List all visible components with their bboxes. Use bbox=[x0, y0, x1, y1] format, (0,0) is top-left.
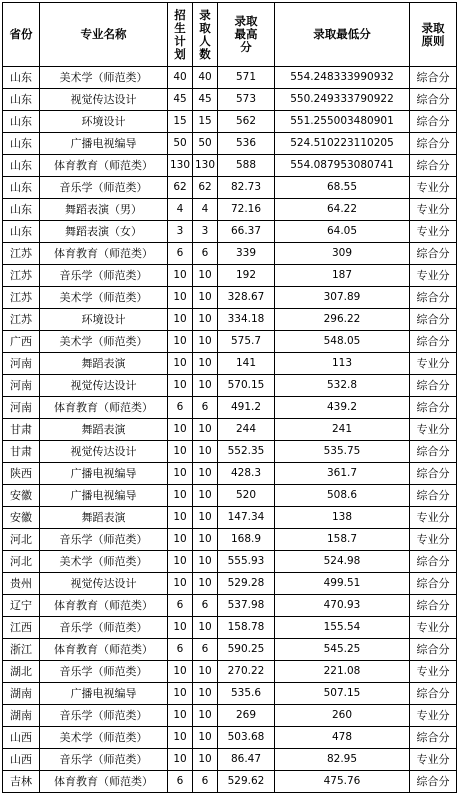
cell-plan: 40 bbox=[168, 67, 193, 89]
cell-admitted: 6 bbox=[193, 595, 218, 617]
cell-admitted: 4 bbox=[193, 199, 218, 221]
table-row bbox=[3, 353, 457, 375]
cell-min-score: 361.7 bbox=[275, 463, 410, 485]
cell-plan: 10 bbox=[168, 287, 193, 309]
cell-admitted: 10 bbox=[193, 419, 218, 441]
cell-major: 视觉传达设计 bbox=[40, 441, 168, 463]
cell-admitted: 10 bbox=[193, 375, 218, 397]
cell-max-score: 555.93 bbox=[218, 551, 275, 573]
cell-min-score: 507.15 bbox=[275, 683, 410, 705]
cell-major: 音乐学（师范类） bbox=[40, 617, 168, 639]
cell-min-score: 478 bbox=[275, 727, 410, 749]
cell-admitted: 130 bbox=[193, 155, 218, 177]
cell-major: 舞蹈表演 bbox=[40, 419, 168, 441]
cell-major: 音乐学（师范类） bbox=[40, 529, 168, 551]
cell-rule: 专业分 bbox=[410, 177, 457, 199]
cell-plan: 6 bbox=[168, 243, 193, 265]
cell-plan: 10 bbox=[168, 463, 193, 485]
cell-province: 湖南 bbox=[3, 683, 40, 705]
header-plan bbox=[168, 3, 193, 67]
cell-province: 江苏 bbox=[3, 309, 40, 331]
cell-major: 环境设计 bbox=[40, 111, 168, 133]
cell-province: 山东 bbox=[3, 155, 40, 177]
table-row bbox=[3, 155, 457, 177]
cell-min-score: 532.8 bbox=[275, 375, 410, 397]
table-row bbox=[3, 441, 457, 463]
cell-plan: 10 bbox=[168, 331, 193, 353]
cell-major: 美术学（师范类） bbox=[40, 287, 168, 309]
cell-province: 江苏 bbox=[3, 287, 40, 309]
admission-table bbox=[2, 2, 457, 793]
cell-admitted: 10 bbox=[193, 485, 218, 507]
cell-rule: 专业分 bbox=[410, 199, 457, 221]
cell-min-score: 158.7 bbox=[275, 529, 410, 551]
cell-rule: 综合分 bbox=[410, 331, 457, 353]
cell-plan: 45 bbox=[168, 89, 193, 111]
header-province: 省份 bbox=[3, 3, 40, 67]
cell-major: 广播电视编导 bbox=[40, 485, 168, 507]
cell-min-score: 499.51 bbox=[275, 573, 410, 595]
cell-max-score: 86.47 bbox=[218, 749, 275, 771]
cell-max-score: 158.78 bbox=[218, 617, 275, 639]
cell-admitted: 6 bbox=[193, 397, 218, 419]
cell-province: 山东 bbox=[3, 221, 40, 243]
cell-plan: 10 bbox=[168, 353, 193, 375]
cell-min-score: 296.22 bbox=[275, 309, 410, 331]
cell-min-score: 470.93 bbox=[275, 595, 410, 617]
table-row bbox=[3, 705, 457, 727]
table-row bbox=[3, 243, 457, 265]
cell-major: 视觉传达设计 bbox=[40, 375, 168, 397]
header-rule bbox=[410, 3, 457, 67]
cell-major: 舞蹈表演（男） bbox=[40, 199, 168, 221]
cell-province: 吉林 bbox=[3, 771, 40, 793]
cell-min-score: 307.89 bbox=[275, 287, 410, 309]
cell-rule: 专业分 bbox=[410, 507, 457, 529]
cell-plan: 4 bbox=[168, 199, 193, 221]
cell-admitted: 10 bbox=[193, 727, 218, 749]
cell-min-score: 524.98 bbox=[275, 551, 410, 573]
cell-plan: 10 bbox=[168, 485, 193, 507]
cell-min-score: 241 bbox=[275, 419, 410, 441]
header-major: 专业名称 bbox=[40, 3, 168, 67]
cell-major: 广播电视编导 bbox=[40, 683, 168, 705]
cell-rule: 综合分 bbox=[410, 573, 457, 595]
cell-plan: 10 bbox=[168, 749, 193, 771]
cell-max-score: 535.6 bbox=[218, 683, 275, 705]
cell-min-score: 187 bbox=[275, 265, 410, 287]
cell-admitted: 10 bbox=[193, 617, 218, 639]
cell-major: 舞蹈表演 bbox=[40, 507, 168, 529]
cell-plan: 50 bbox=[168, 133, 193, 155]
header-admitted-label: 录取人数 bbox=[199, 7, 211, 61]
cell-major: 美术学（师范类） bbox=[40, 67, 168, 89]
cell-province: 贵州 bbox=[3, 573, 40, 595]
header-plan-label: 招生计划 bbox=[174, 7, 186, 61]
cell-min-score: 260 bbox=[275, 705, 410, 727]
cell-rule: 综合分 bbox=[410, 727, 457, 749]
cell-max-score: 520 bbox=[218, 485, 275, 507]
cell-province: 山西 bbox=[3, 727, 40, 749]
cell-min-score: 64.22 bbox=[275, 199, 410, 221]
table-row bbox=[3, 89, 457, 111]
cell-plan: 10 bbox=[168, 375, 193, 397]
cell-max-score: 269 bbox=[218, 705, 275, 727]
table-row bbox=[3, 661, 457, 683]
table-row bbox=[3, 309, 457, 331]
cell-min-score: 535.75 bbox=[275, 441, 410, 463]
cell-admitted: 10 bbox=[193, 507, 218, 529]
cell-plan: 10 bbox=[168, 419, 193, 441]
cell-admitted: 10 bbox=[193, 573, 218, 595]
table-row bbox=[3, 485, 457, 507]
cell-rule: 综合分 bbox=[410, 639, 457, 661]
cell-plan: 6 bbox=[168, 771, 193, 793]
cell-admitted: 10 bbox=[193, 551, 218, 573]
cell-major: 广播电视编导 bbox=[40, 133, 168, 155]
cell-admitted: 10 bbox=[193, 705, 218, 727]
cell-rule: 综合分 bbox=[410, 67, 457, 89]
cell-plan: 10 bbox=[168, 683, 193, 705]
cell-max-score: 428.3 bbox=[218, 463, 275, 485]
table-row bbox=[3, 683, 457, 705]
cell-min-score: 550.249333790922 bbox=[275, 89, 410, 111]
cell-min-score: 138 bbox=[275, 507, 410, 529]
cell-province: 甘肃 bbox=[3, 441, 40, 463]
cell-province: 山东 bbox=[3, 177, 40, 199]
cell-major: 环境设计 bbox=[40, 309, 168, 331]
cell-max-score: 590.25 bbox=[218, 639, 275, 661]
cell-rule: 综合分 bbox=[410, 397, 457, 419]
table-row bbox=[3, 749, 457, 771]
cell-rule: 专业分 bbox=[410, 419, 457, 441]
cell-max-score: 562 bbox=[218, 111, 275, 133]
cell-plan: 10 bbox=[168, 727, 193, 749]
table-row bbox=[3, 551, 457, 573]
header-admitted bbox=[193, 3, 218, 67]
cell-max-score: 334.18 bbox=[218, 309, 275, 331]
cell-province: 山西 bbox=[3, 749, 40, 771]
cell-plan: 6 bbox=[168, 397, 193, 419]
cell-min-score: 113 bbox=[275, 353, 410, 375]
cell-max-score: 141 bbox=[218, 353, 275, 375]
cell-admitted: 10 bbox=[193, 353, 218, 375]
cell-plan: 10 bbox=[168, 309, 193, 331]
cell-admitted: 10 bbox=[193, 661, 218, 683]
cell-rule: 综合分 bbox=[410, 595, 457, 617]
cell-province: 湖北 bbox=[3, 661, 40, 683]
cell-province: 河南 bbox=[3, 397, 40, 419]
cell-rule: 综合分 bbox=[410, 551, 457, 573]
cell-major: 体育教育（师范类） bbox=[40, 155, 168, 177]
cell-plan: 10 bbox=[168, 661, 193, 683]
cell-province: 江西 bbox=[3, 617, 40, 639]
cell-major: 美术学（师范类） bbox=[40, 727, 168, 749]
table-row bbox=[3, 397, 457, 419]
cell-max-score: 503.68 bbox=[218, 727, 275, 749]
table-row bbox=[3, 221, 457, 243]
cell-admitted: 15 bbox=[193, 111, 218, 133]
table-row bbox=[3, 67, 457, 89]
cell-major: 音乐学（师范类） bbox=[40, 705, 168, 727]
cell-max-score: 270.22 bbox=[218, 661, 275, 683]
cell-min-score: 82.95 bbox=[275, 749, 410, 771]
table-row bbox=[3, 617, 457, 639]
cell-max-score: 82.73 bbox=[218, 177, 275, 199]
cell-rule: 综合分 bbox=[410, 771, 457, 793]
cell-major: 舞蹈表演（女） bbox=[40, 221, 168, 243]
table-row bbox=[3, 375, 457, 397]
cell-rule: 专业分 bbox=[410, 617, 457, 639]
table-body bbox=[3, 67, 457, 793]
cell-max-score: 328.67 bbox=[218, 287, 275, 309]
table-row bbox=[3, 529, 457, 551]
header-max-label: 录取最高分 bbox=[234, 14, 258, 54]
cell-plan: 3 bbox=[168, 221, 193, 243]
cell-min-score: 545.25 bbox=[275, 639, 410, 661]
table-row bbox=[3, 331, 457, 353]
cell-province: 山东 bbox=[3, 67, 40, 89]
cell-admitted: 10 bbox=[193, 309, 218, 331]
cell-min-score: 475.76 bbox=[275, 771, 410, 793]
cell-province: 辽宁 bbox=[3, 595, 40, 617]
cell-province: 甘肃 bbox=[3, 419, 40, 441]
cell-plan: 10 bbox=[168, 265, 193, 287]
cell-major: 美术学（师范类） bbox=[40, 331, 168, 353]
cell-province: 山东 bbox=[3, 199, 40, 221]
cell-min-score: 309 bbox=[275, 243, 410, 265]
cell-rule: 专业分 bbox=[410, 265, 457, 287]
cell-province: 湖南 bbox=[3, 705, 40, 727]
header-max-score bbox=[218, 3, 275, 67]
cell-rule: 综合分 bbox=[410, 111, 457, 133]
cell-province: 安徽 bbox=[3, 507, 40, 529]
cell-max-score: 339 bbox=[218, 243, 275, 265]
cell-admitted: 10 bbox=[193, 683, 218, 705]
header-row bbox=[3, 3, 457, 67]
table-row bbox=[3, 199, 457, 221]
cell-plan: 10 bbox=[168, 551, 193, 573]
table-row bbox=[3, 177, 457, 199]
cell-admitted: 10 bbox=[193, 287, 218, 309]
cell-max-score: 168.9 bbox=[218, 529, 275, 551]
cell-rule: 综合分 bbox=[410, 89, 457, 111]
header-rule-label: 录取原则 bbox=[421, 20, 445, 48]
table-row bbox=[3, 463, 457, 485]
cell-max-score: 536 bbox=[218, 133, 275, 155]
header-min-score: 录取最低分 bbox=[275, 3, 410, 67]
cell-major: 体育教育（师范类） bbox=[40, 243, 168, 265]
cell-admitted: 6 bbox=[193, 639, 218, 661]
cell-min-score: 554.087953080741 bbox=[275, 155, 410, 177]
cell-province: 河南 bbox=[3, 353, 40, 375]
cell-province: 山东 bbox=[3, 89, 40, 111]
cell-rule: 综合分 bbox=[410, 243, 457, 265]
cell-plan: 10 bbox=[168, 573, 193, 595]
cell-max-score: 66.37 bbox=[218, 221, 275, 243]
table-row bbox=[3, 265, 457, 287]
cell-min-score: 551.255003480901 bbox=[275, 111, 410, 133]
cell-rule: 综合分 bbox=[410, 441, 457, 463]
cell-province: 江苏 bbox=[3, 243, 40, 265]
cell-max-score: 529.28 bbox=[218, 573, 275, 595]
cell-max-score: 573 bbox=[218, 89, 275, 111]
table-row bbox=[3, 573, 457, 595]
cell-admitted: 3 bbox=[193, 221, 218, 243]
cell-plan: 6 bbox=[168, 595, 193, 617]
cell-rule: 综合分 bbox=[410, 683, 457, 705]
cell-major: 音乐学（师范类） bbox=[40, 749, 168, 771]
cell-min-score: 68.55 bbox=[275, 177, 410, 199]
cell-province: 河北 bbox=[3, 551, 40, 573]
cell-max-score: 147.34 bbox=[218, 507, 275, 529]
cell-max-score: 192 bbox=[218, 265, 275, 287]
cell-major: 舞蹈表演 bbox=[40, 353, 168, 375]
cell-major: 体育教育（师范类） bbox=[40, 595, 168, 617]
cell-plan: 10 bbox=[168, 507, 193, 529]
cell-plan: 10 bbox=[168, 441, 193, 463]
table-row bbox=[3, 133, 457, 155]
cell-major: 音乐学（师范类） bbox=[40, 265, 168, 287]
cell-major: 美术学（师范类） bbox=[40, 551, 168, 573]
table-row bbox=[3, 111, 457, 133]
table-row bbox=[3, 507, 457, 529]
cell-plan: 10 bbox=[168, 705, 193, 727]
cell-major: 广播电视编导 bbox=[40, 463, 168, 485]
cell-admitted: 10 bbox=[193, 529, 218, 551]
cell-province: 河南 bbox=[3, 375, 40, 397]
cell-major: 音乐学（师范类） bbox=[40, 177, 168, 199]
cell-plan: 15 bbox=[168, 111, 193, 133]
cell-min-score: 524.510223110205 bbox=[275, 133, 410, 155]
cell-min-score: 439.2 bbox=[275, 397, 410, 419]
cell-max-score: 552.35 bbox=[218, 441, 275, 463]
cell-rule: 综合分 bbox=[410, 375, 457, 397]
cell-rule: 综合分 bbox=[410, 287, 457, 309]
cell-admitted: 10 bbox=[193, 265, 218, 287]
cell-province: 河北 bbox=[3, 529, 40, 551]
table-row bbox=[3, 727, 457, 749]
cell-major: 体育教育（师范类） bbox=[40, 397, 168, 419]
cell-max-score: 588 bbox=[218, 155, 275, 177]
cell-min-score: 221.08 bbox=[275, 661, 410, 683]
table-row bbox=[3, 287, 457, 309]
cell-province: 山东 bbox=[3, 111, 40, 133]
cell-rule: 专业分 bbox=[410, 353, 457, 375]
cell-admitted: 45 bbox=[193, 89, 218, 111]
cell-min-score: 155.54 bbox=[275, 617, 410, 639]
cell-rule: 专业分 bbox=[410, 705, 457, 727]
cell-rule: 综合分 bbox=[410, 155, 457, 177]
cell-max-score: 570.15 bbox=[218, 375, 275, 397]
cell-province: 广西 bbox=[3, 331, 40, 353]
cell-rule: 专业分 bbox=[410, 661, 457, 683]
cell-min-score: 554.248333990932 bbox=[275, 67, 410, 89]
cell-rule: 专业分 bbox=[410, 749, 457, 771]
cell-rule: 专业分 bbox=[410, 221, 457, 243]
cell-rule: 综合分 bbox=[410, 309, 457, 331]
cell-admitted: 6 bbox=[193, 243, 218, 265]
table-row bbox=[3, 771, 457, 793]
cell-major: 视觉传达设计 bbox=[40, 573, 168, 595]
cell-plan: 130 bbox=[168, 155, 193, 177]
table-row bbox=[3, 595, 457, 617]
cell-max-score: 575.7 bbox=[218, 331, 275, 353]
cell-admitted: 10 bbox=[193, 331, 218, 353]
cell-max-score: 537.98 bbox=[218, 595, 275, 617]
cell-province: 陕西 bbox=[3, 463, 40, 485]
cell-plan: 62 bbox=[168, 177, 193, 199]
cell-max-score: 72.16 bbox=[218, 199, 275, 221]
cell-plan: 6 bbox=[168, 639, 193, 661]
cell-min-score: 508.6 bbox=[275, 485, 410, 507]
cell-rule: 专业分 bbox=[410, 529, 457, 551]
cell-province: 江苏 bbox=[3, 265, 40, 287]
table-row bbox=[3, 419, 457, 441]
cell-admitted: 40 bbox=[193, 67, 218, 89]
cell-province: 安徽 bbox=[3, 485, 40, 507]
cell-max-score: 244 bbox=[218, 419, 275, 441]
cell-admitted: 10 bbox=[193, 749, 218, 771]
cell-max-score: 491.2 bbox=[218, 397, 275, 419]
cell-admitted: 62 bbox=[193, 177, 218, 199]
cell-max-score: 529.62 bbox=[218, 771, 275, 793]
cell-plan: 10 bbox=[168, 617, 193, 639]
cell-major: 体育教育（师范类） bbox=[40, 771, 168, 793]
cell-rule: 综合分 bbox=[410, 133, 457, 155]
cell-rule: 综合分 bbox=[410, 485, 457, 507]
cell-plan: 10 bbox=[168, 529, 193, 551]
table-row bbox=[3, 639, 457, 661]
cell-province: 山东 bbox=[3, 133, 40, 155]
cell-province: 浙江 bbox=[3, 639, 40, 661]
cell-min-score: 64.05 bbox=[275, 221, 410, 243]
cell-admitted: 10 bbox=[193, 463, 218, 485]
cell-max-score: 571 bbox=[218, 67, 275, 89]
cell-major: 音乐学（师范类） bbox=[40, 661, 168, 683]
cell-rule: 综合分 bbox=[410, 463, 457, 485]
cell-min-score: 548.05 bbox=[275, 331, 410, 353]
cell-major: 体育教育（师范类） bbox=[40, 639, 168, 661]
cell-admitted: 6 bbox=[193, 771, 218, 793]
cell-admitted: 10 bbox=[193, 441, 218, 463]
cell-major: 视觉传达设计 bbox=[40, 89, 168, 111]
cell-admitted: 50 bbox=[193, 133, 218, 155]
